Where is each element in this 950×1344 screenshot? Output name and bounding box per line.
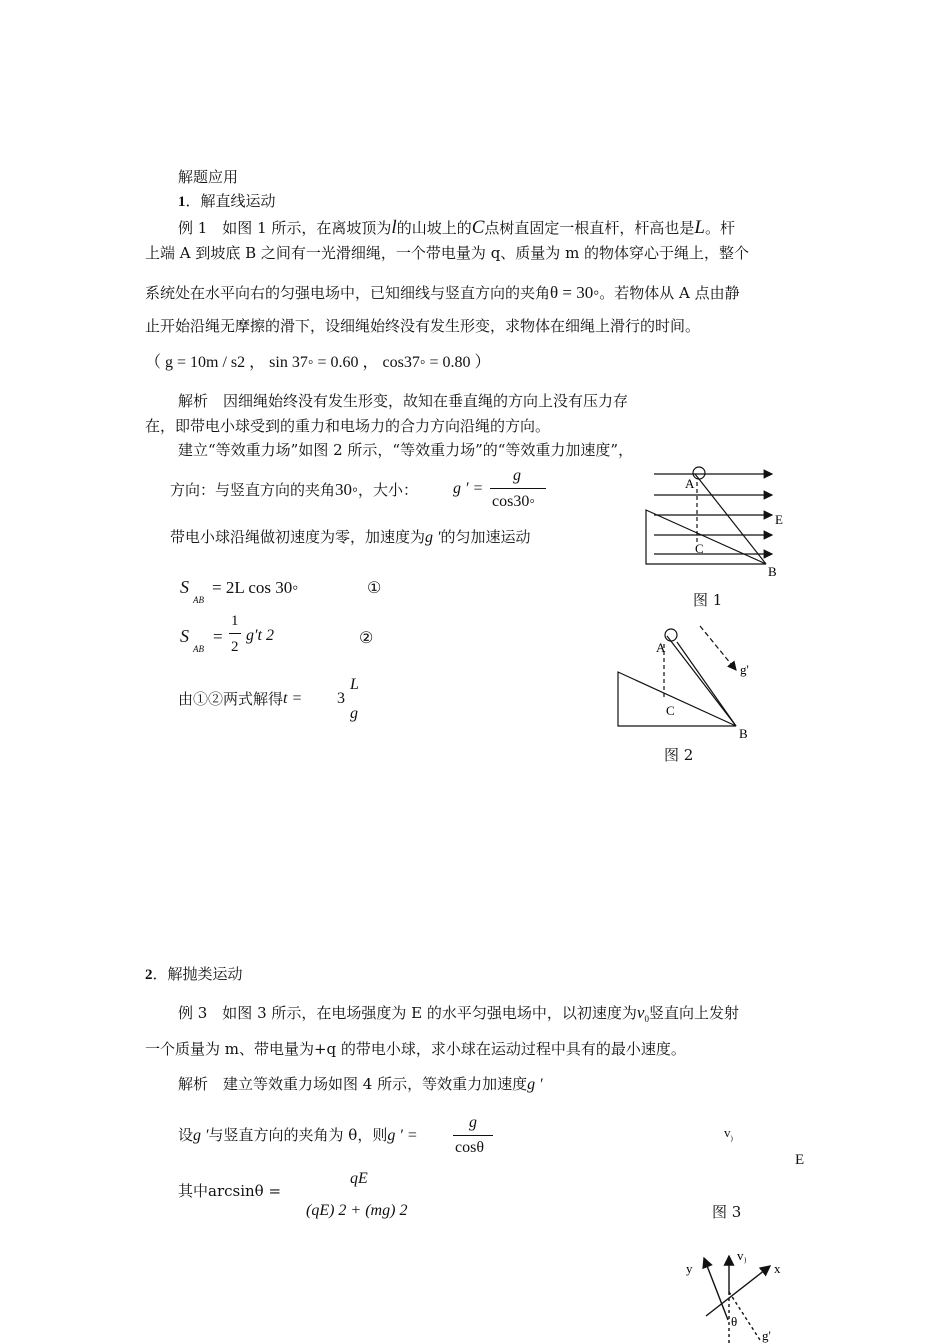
label-gprime: g' bbox=[740, 662, 749, 677]
section2-title bbox=[145, 967, 243, 983]
result-L: L bbox=[350, 676, 359, 693]
example3-text-a: 例 3 如图 3 所示，在电场强度为 E 的水平匀强电场中，以初速度为 bbox=[178, 1004, 637, 1022]
figure1-diagram bbox=[640, 462, 790, 582]
example1-line4: 止开始沿绳无摩擦的滑下，设细绳始终没有发生形变，求物体在细绳上滑行的时间。 bbox=[145, 317, 701, 335]
example1-text-a: 例 1 如图 1 所示，在离坡顶为 bbox=[178, 219, 392, 237]
ball bbox=[665, 629, 677, 641]
rope-line bbox=[695, 474, 766, 564]
slope-triangle bbox=[646, 510, 766, 564]
analysis3-qE: qE bbox=[350, 1170, 368, 1187]
example1-text-c: 点树直固定一根直杆，杆高也是 bbox=[484, 219, 695, 237]
fraction-bar bbox=[490, 488, 546, 489]
var-L: L bbox=[694, 217, 705, 238]
var-c: C bbox=[471, 217, 485, 238]
label-v: v bbox=[737, 1248, 744, 1263]
gprime-arrow bbox=[700, 626, 736, 670]
section2-title-text: ．解抛类运动 bbox=[152, 965, 243, 983]
x-axis-arrow bbox=[706, 1266, 770, 1316]
rope-line bbox=[667, 636, 736, 726]
example1-text-d: 。杆 bbox=[704, 219, 735, 237]
analysis3-line1 bbox=[178, 1077, 543, 1093]
example3-text-b: 竖直向上发射 bbox=[648, 1004, 739, 1022]
label-x: x bbox=[774, 1261, 781, 1276]
figure3-E-label: E bbox=[795, 1152, 805, 1168]
analysis3-set: 设 bbox=[178, 1126, 194, 1144]
analysis1-line1: 解析 因细绳始终没有发生形变，故知在垂直绳的方向上没有压力存 bbox=[178, 392, 629, 410]
figure3-v-sub: ) bbox=[730, 1134, 733, 1143]
analysis3-line2 bbox=[178, 1128, 418, 1144]
analysis3-frac-den: cosθ bbox=[455, 1139, 484, 1156]
ball bbox=[693, 467, 705, 479]
label-C: C bbox=[695, 541, 704, 556]
eq1-number: ① bbox=[367, 578, 382, 597]
analysis3-equals: g ′ = bbox=[387, 1127, 418, 1144]
eq2-half-top: 1 bbox=[231, 613, 239, 629]
theta-expression: θ = 30◦ bbox=[550, 283, 600, 302]
example1-line3-b: 。若物体从 A 点由静 bbox=[599, 284, 740, 302]
fraction-denominator: cos30◦ bbox=[492, 493, 535, 510]
eq1-subscript: AB bbox=[193, 595, 204, 605]
result-g: g bbox=[350, 705, 358, 722]
label-B: B bbox=[768, 564, 777, 579]
label-E: E bbox=[775, 512, 783, 527]
rope-edge bbox=[677, 642, 736, 726]
label-A: A bbox=[685, 476, 695, 491]
example1-line1 bbox=[178, 218, 735, 237]
analysis1-direction bbox=[170, 481, 418, 498]
example3-line2: 一个质量为 m、带电量为+q 的带电小球，求小球在运动过程中具有的最小速度。 bbox=[145, 1040, 686, 1058]
line5-text-a: 带电小球沿绳做初速度为零，加速度为 bbox=[170, 528, 426, 546]
label-gprime: g' bbox=[762, 1328, 771, 1343]
analysis3-line2-gprime: g ′ bbox=[193, 1127, 209, 1144]
analysis3-fraction-bar bbox=[453, 1135, 493, 1136]
figure2-caption: 图 2 bbox=[664, 746, 694, 764]
section1-number: 1 bbox=[178, 194, 186, 210]
analysis3-text: 解析 建立等效重力场如图 4 所示，等效重力加速度 bbox=[178, 1075, 528, 1093]
result-3: 3 bbox=[337, 690, 345, 707]
eq2-S: S bbox=[180, 626, 189, 646]
analysis3-denominator: (qE) 2 + (mg) 2 bbox=[306, 1202, 408, 1219]
eq2-fraction-bar bbox=[229, 633, 241, 634]
example1-text-b: 的山坡上的 bbox=[396, 219, 472, 237]
analysis1-line5 bbox=[170, 530, 531, 546]
label-y: y bbox=[686, 1261, 693, 1276]
label-A: A bbox=[656, 640, 666, 655]
result-text: 由①②两式解得 bbox=[178, 690, 284, 708]
figure4-diagram bbox=[680, 1244, 800, 1344]
line5-gprime: g ′ bbox=[425, 529, 441, 546]
analysis1-line2: 在，即带电小球受到的重力和电场力的合力方向沿绳的方向。 bbox=[145, 417, 551, 435]
label-C: C bbox=[666, 703, 675, 718]
analysis3-frac-num: g bbox=[469, 1114, 477, 1131]
analysis3-angle-text: 与竖直方向的夹角为 θ，则 bbox=[208, 1126, 388, 1144]
analysis3-gprime: g ′ bbox=[527, 1076, 543, 1093]
label-v-sub: ) bbox=[744, 1256, 747, 1264]
gprime-equals: g ′ = bbox=[453, 480, 484, 497]
given-values: （ g = 10m / s2 ， sin 37◦ = 0.60 ， cos37◦ = 0.80 ） bbox=[145, 354, 491, 371]
slope-triangle bbox=[618, 672, 736, 726]
section1-title bbox=[178, 194, 276, 210]
label-theta: θ bbox=[731, 1314, 738, 1329]
eq2-number: ② bbox=[359, 628, 374, 647]
angle-value: 30◦ bbox=[335, 480, 359, 499]
eq1-S: S bbox=[180, 577, 189, 597]
figure3-v: v bbox=[724, 1125, 731, 1140]
eq2-equals: = bbox=[213, 627, 223, 646]
line5-text-b: 的匀加速运动 bbox=[440, 528, 531, 546]
example3-line1 bbox=[178, 1004, 739, 1024]
example1-line3-a: 系统处在水平向右的匀强电场中，已知细线与竖直方向的夹角 bbox=[145, 284, 551, 302]
section1-title-text: ．解直线运动 bbox=[185, 192, 276, 210]
eq1-rhs: = 2L cos 30◦ bbox=[212, 578, 299, 597]
magnitude-text: ，大小： bbox=[358, 481, 419, 499]
figure3-v-label bbox=[724, 1126, 733, 1143]
result-t: t = bbox=[283, 690, 303, 707]
analysis1-line3: 建立“等效重力场”如图 2 所示，“等效重力场”的“等效重力加速度”， bbox=[178, 441, 634, 459]
eq2-rest: g′t 2 bbox=[246, 627, 274, 644]
figure3-caption: 图 3 bbox=[712, 1203, 742, 1221]
y-axis-arrow bbox=[704, 1258, 728, 1320]
example1-line2: 上端 A 到坡底 B 之间有一光滑细绳，一个带电量为 q、质量为 m 的物体穿心于绳上，整个 bbox=[145, 244, 750, 262]
example1-line3 bbox=[145, 284, 740, 301]
eq2-half-bottom: 2 bbox=[231, 639, 239, 655]
figure1-caption: 图 1 bbox=[693, 591, 723, 609]
fraction-numerator: g bbox=[513, 467, 521, 484]
direction-text: 方向：与竖直方向的夹角 bbox=[170, 481, 336, 499]
analysis3-line3: 其中arcsinθ = bbox=[178, 1182, 282, 1200]
var-v: v bbox=[636, 1003, 645, 1022]
heading: 解题应用 bbox=[178, 168, 239, 186]
section2-number: 2 bbox=[145, 967, 153, 983]
figure2-diagram bbox=[612, 622, 772, 742]
label-B: B bbox=[739, 726, 748, 741]
var-v-subscript: 0 bbox=[644, 1014, 649, 1024]
eq2-subscript: AB bbox=[193, 644, 204, 654]
var-l: l bbox=[391, 217, 397, 238]
